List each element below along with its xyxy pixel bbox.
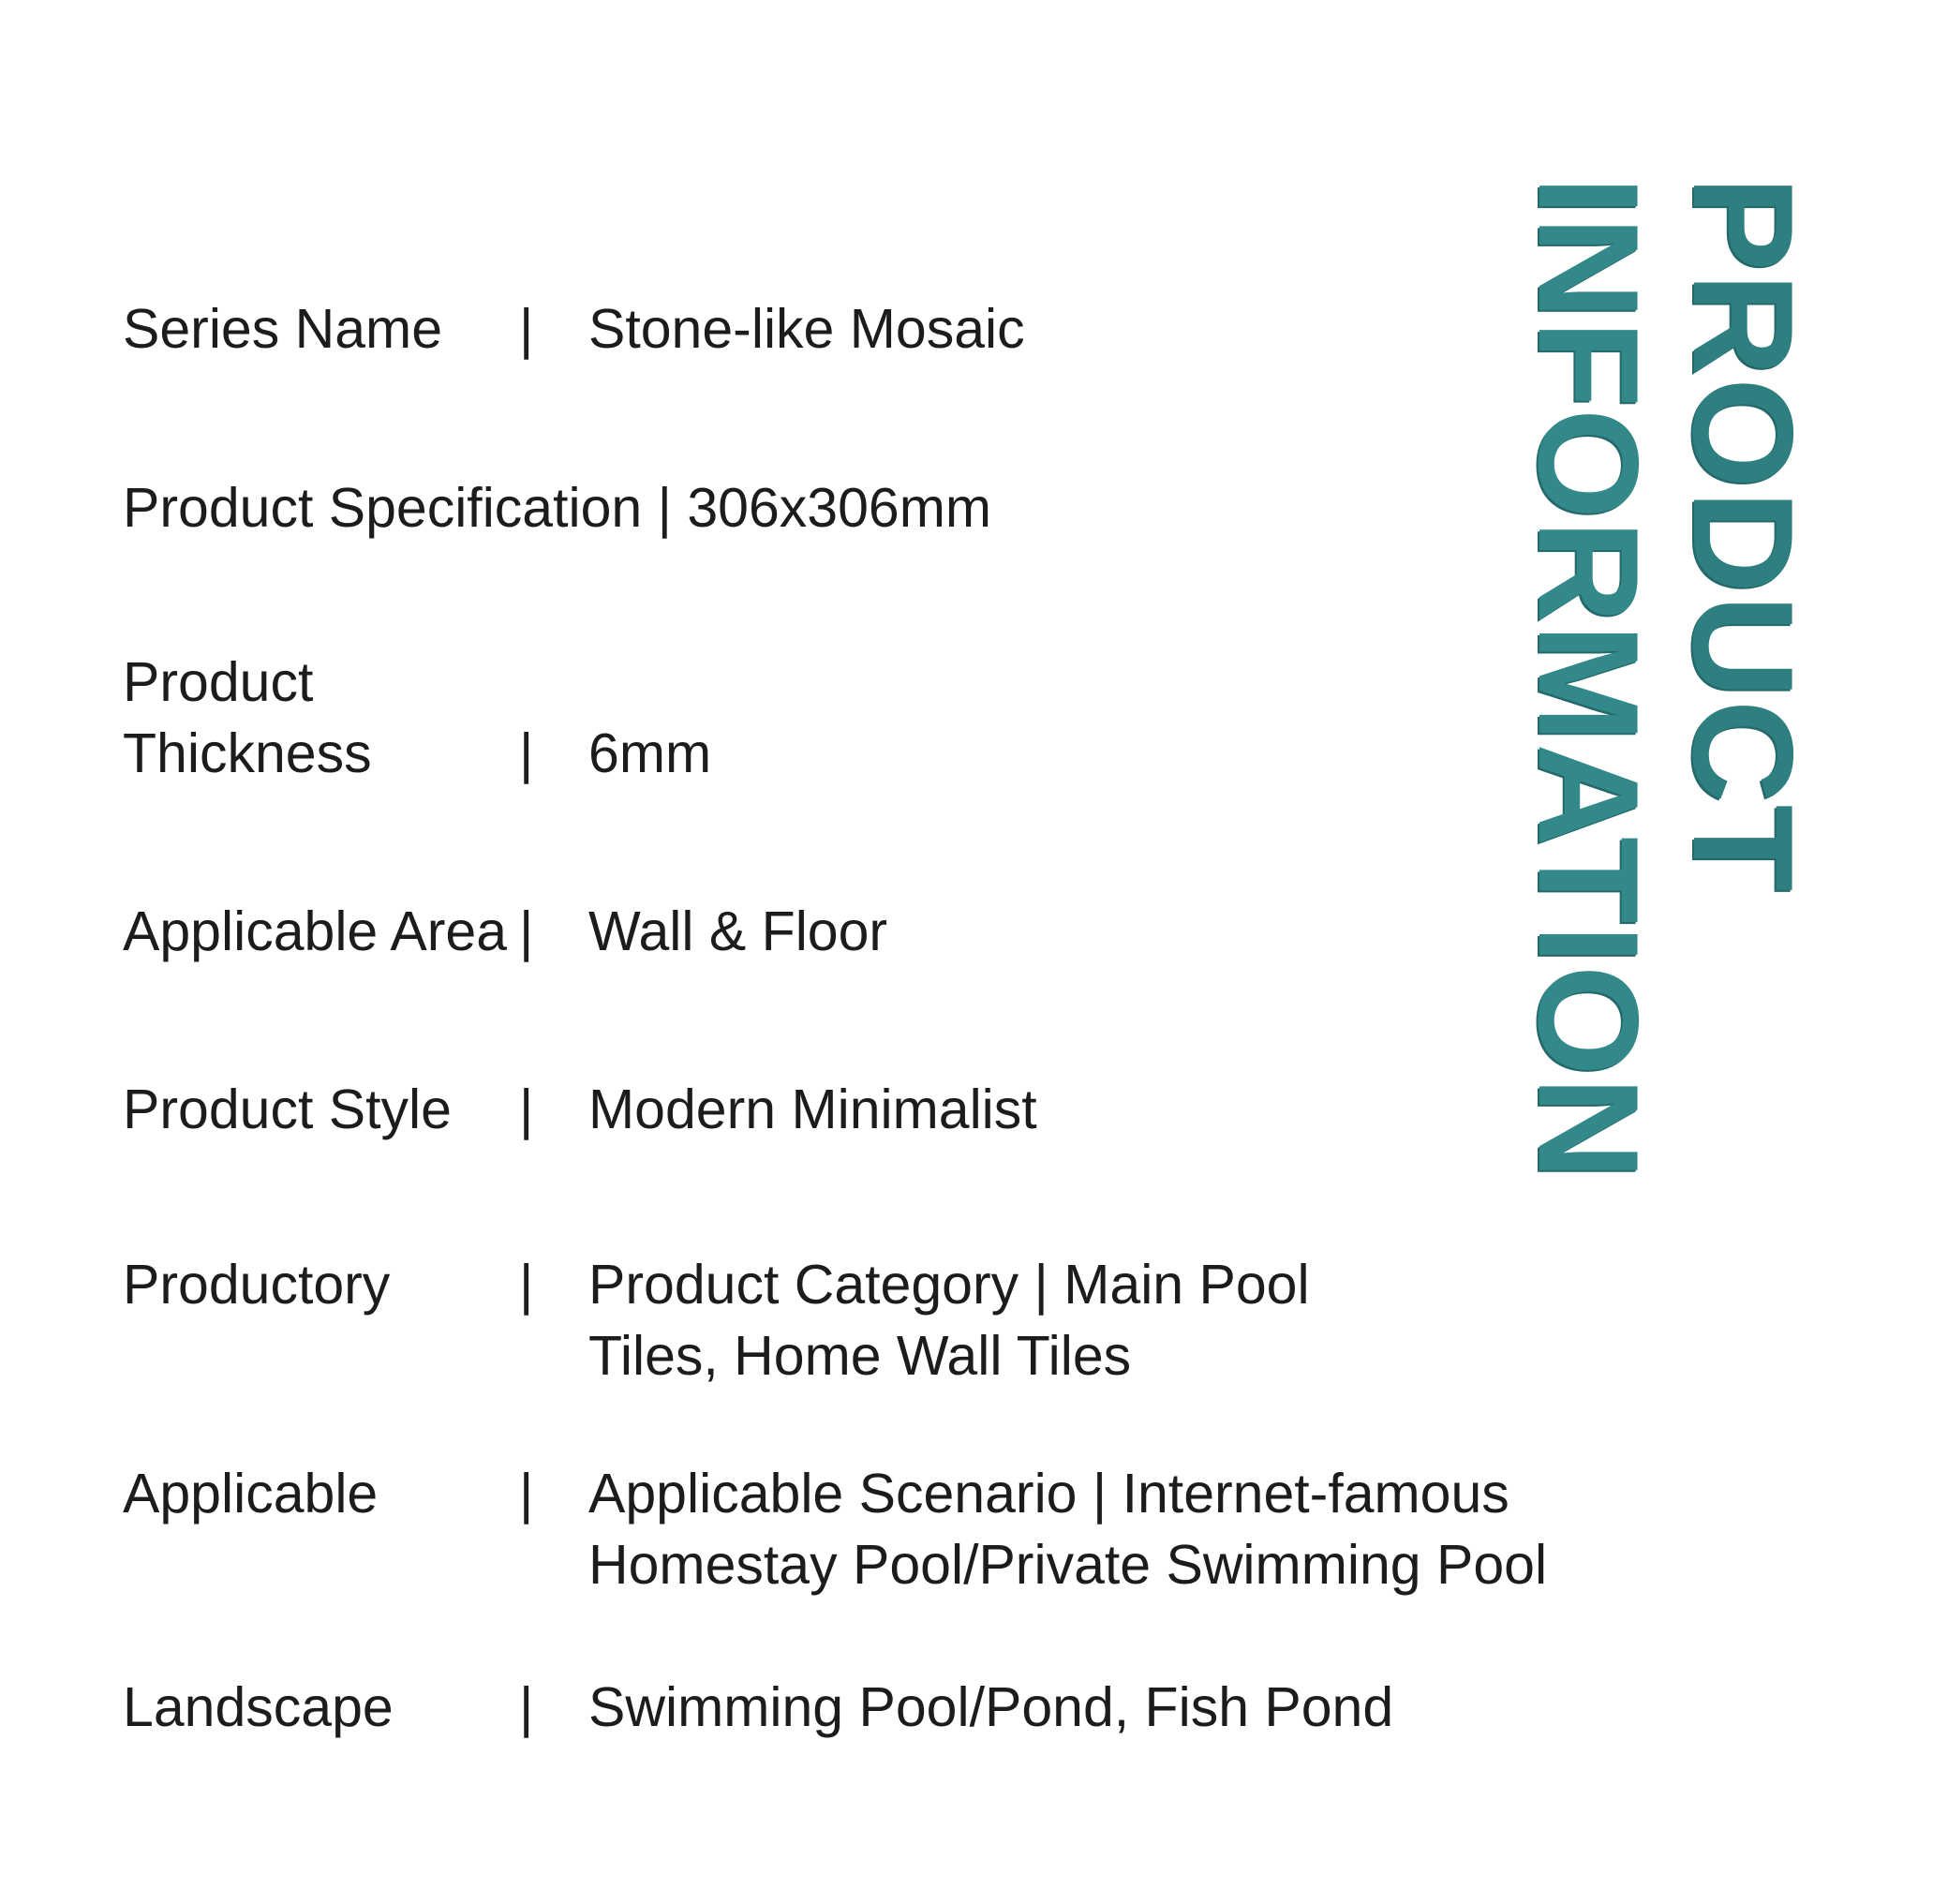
spec-label: Applicable [123,1463,379,1525]
spec-separator: | [519,1078,534,1140]
spec-separator: | [519,1463,534,1525]
spec-separator: | [519,900,534,962]
spec-separator: | [519,1676,534,1738]
spec-value: Wall & Floor [588,900,888,962]
spec-value: Product Category | Main Pool Tiles, Home Wall Tiles [588,1254,1310,1387]
spec-separator: | [519,298,534,360]
spec-label: Product Thickness [123,651,372,784]
spec-label: Applicable Area [123,900,508,962]
page-title-information: INFORMATION [1509,176,1668,1182]
spec-value: Stone-like Mosaic [588,298,1025,360]
spec-value: 6mm [588,722,712,784]
spec-label: Product Style [123,1078,452,1140]
spec-value: Swimming Pool/Pond, Fish Pond [588,1676,1394,1738]
spec-separator: | [519,1254,534,1316]
page-title-product: PRODUCT [1663,176,1822,894]
spec-label: Productory [123,1254,391,1316]
spec-label: Series Name [123,298,443,360]
spec-label: Product Specification | 306x306mm [123,477,992,539]
spec-value: Modern Minimalist [588,1078,1037,1140]
spec-value: Applicable Scenario | Internet-famous Homestay Pool/Private Swimming Pool [588,1463,1548,1596]
spec-separator: | [519,722,534,784]
spec-label: Landscape [123,1676,394,1738]
